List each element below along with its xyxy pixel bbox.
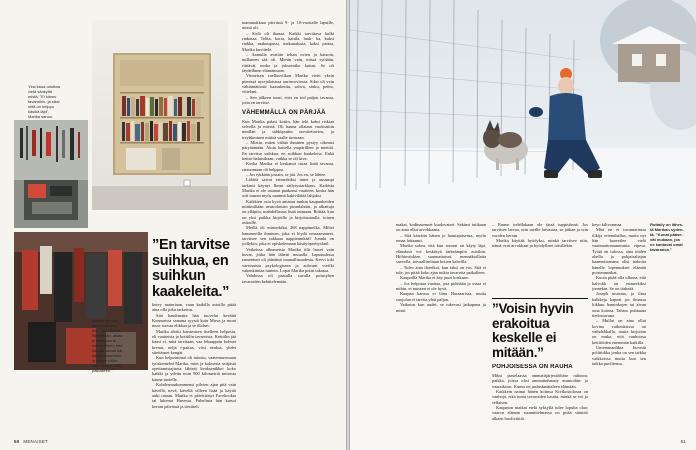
body-column-b: mammukkaat päivästä 9- ja 10-vuotialle lapsille, missä oli. – Sielä oli ihanaa. Kaikki tarvittava kulki rinkassa. Teltta, koria, kattila, luuk- ka, kuksi rinkka, makuupussi, makuualusta, kaksi paitaa, Marika kuvittele. – Aamulla avattiin teltan ovien ja katsoin, millainen sää oli. Mietin vain, missä syötään, riittävät ruoka ja jaksavatko kaisut. Se oli täydellinen elämämuoto. Viimeisen vaellusviikon Marika vietti yksin pienissä nyrejalaisissa aurinvoviossa. Siksi oli vain välttämätöntä: kaasuketttu, sohva, säsku, peitto, viitelant. – Sen jälkeen tunsi, ettei en tod paljon tavaraa, joita en tarvitse. VÄHEMMÄLLÄ ON PÄRJÄÄ Kun Marika palasi kotiin, hän teki kaksi riskiaa selvellä ja miertä. Oli hanna ollatasn vuokrattiin mmllan ja sähköputtin tavoitettaviea, ja ireyhkminen määrä vaalle tavaraan. – Mietin, miten välätä ihminen pystyy oikeasti päryäämään. Aloin katsella ympärilleni ja miettiä. En tarvitse suihkua, en suihkun kaakeleita. Enkä keitto-haluisikaan, vaikka se oli kiva. Koska Marika ei keskanut ostaa lisää tavaraa, ratsuomaan oli helppoa. – Jos tykkään jostain, se jää. Jos en, se lähtee. Lähtöä saivat esimerkiksi inner ja uusumpi tarkasti käynyt Ikean säilytystarkkaus. Kaikista Marika ei ole ostanut paakonsi vaatteen, koska hän osti tuuran myös saannut kakivilätää lahjaksi. Kaikkien osia hyvä antanut tunkin kaupunkeiden mittimiltään neutrolaisiin pieanlahtiin, ja alkattuja on ylläpito, mahdollisuus lisää astmaan. Riittää, kun on yksi paikka kirjoille ja kirjoitustaulle, toinen astioille. Meillä oli esimerkiksi 268 nappimeika. Miltei hammerilla ihminen, joka ei löydä omsaamaneet, tarvitsee sen rakkaaa nappiemnkää? Jonnki on joillekin, joka ei opiskelemaan käsityöperityshnil. Vaikeissa albumeista Marika tilit lasset vain kuvat, jotka hän lähetti muualla. Lapsuudessa ramentuni oli jääninsä mamallisuudesta. Kesvi toki varsinaista psykologiseen ja aohvunt vreifkt vakenkiintaa tuntein. Lopat Marika pottti takassa. Vahdossa oli paatulla suvalla poisnyhen tavaroiden kehittelemään. [242, 20, 334, 284]
body-column-e: POHJOISESSA ON RAUHA Miksi jaaselaassa ammattijärjestöiltäse ruhinoa; paikka, joissa olisi ammatinhausty asuntoihin: ja vaaraikoon. Kunsa on jaaluskmätaleen elämään. Kaikkein nainut hänen kotinsa Kivikostolossa on vanhoja, eikä tuntu tavaroiden kautta, minkä se voi ja sellaisen. Kaupaton matkat etelä syksyllä tulee lopulta olaa; vaaron eläman suunnittelmassa on pitää säästöö alkaen huoliviittiä. [492, 364, 588, 421]
bookshelf-illustration [92, 20, 228, 210]
snow-photo [350, 0, 696, 216]
snow-scene-illustration [350, 0, 696, 216]
left-page [0, 0, 346, 450]
body-column-d: makat, kodinasennet kuulovatset. Sekinst tuitkaan on aina ollut arvokkaana. – Sitä kärrätin hänen jo haastajaisensa, mytin omaa laitaanni. Marika sokea, että kun tavarat on käyty läpi, elämässä voi keskittyä tärkeämpiin asioihin. Hiihtosöskien suunnattuiset, mennäkoillatta saavolla, taivaalliseltaan kotion kahvilla. – Tuleo aina ilotetkoi, kun taksi on vas. Sitä ei tule, jos pitää koko ajan tutkia tavaroita paikalleen. Kaupoilla Marika ei käy juuri koskaan. – Jos helpotaa vaattaa, jota pidetään ja ostaa ei mihin, ei muuten ei ole hyvä. Kaupan kanssa ei liinu Haraaarissa, mutta suojolan ei tarvita yhtä paljon. Vaikutus kun uudet, se tukevasi jatkapuna ja minä. [396, 222, 486, 313]
body-column-d-cont: – Emme todellakaan ole tässä tuppisiinnä. Jos tarvitsee laivaa, niin meille laivastaa, se jatkan ja tein vuoden kerran. Marika käyttää hyödyksi, minkä tarvitsee niin, nämä ovat arvokkaat ja hyödylliset toisillekin. [492, 222, 588, 249]
section-heading-left: VÄHEMMÄLLÄ ON PÄRJÄÄ [242, 109, 326, 116]
body-column-a: kinvy materiaan, vaan kaikilla asioilla pitää aina olla joku tarkoitus. Sitä haudimatta hän tuovelui kevättä Konnarista samana syystä kuin Mirva ja moni muu: turvaa elikkaa ja se illalset. Marika aloitti karsimisen itselleen helposta, eli vaatteista ja kotitilin tavaroista. Kotitilin jää kaasi ei, mitä tarvitaan, vaa lekaappiin kolmet brenut, neljä t-paitaa, viisi neulua, yhdet sitettänset kengät. Kun helpoimmat oli tutustu, vaatemurrosaan työskenteleä Marika, mies ja kolmesta seitjästä opettamistajiseta lähteät keuksenikkei koko kaikki ja ydettu noin 900 kilometriä mitoista kauna tuotelle. Kohdesnuukommensi pilvien ajan pitä vain kävellä, nevä, kävellä villeen lisää ja käyttä auki rataan. Marika ei päivitiäisyt Facebookia tai lukenut Huvesta. Puhelinta hän katsoi kerran päivässä ja tiesitteli [152, 302, 236, 409]
section-heading-right: POHJOISESSA ON RAUHA [492, 364, 573, 370]
pull-quote-right: ”Voisin hyvin erakoitua keskelle ei mitään.” [492, 301, 574, 360]
caption-right: Rottaily on lähes- tä Marikan syden- tä. "Kunat pääse- vät mukaan, jos ne kantavat omat tavaransa." [650, 222, 684, 252]
tools-illustration [14, 120, 88, 228]
caption-top: Yksi kaua odottaa vielä sänkyltä mistä. "Ei kiinnu tavaroihin, ja siksi niitä on helppo käsikä läpi", Marika sanoo. [28, 84, 60, 119]
folio-left: 50 MENAISET [14, 439, 49, 444]
caption-bottom: Marika on mari- talsut varasto- tiin. "Jos lähtem- hihtämään, aikaa ja energiaa ei mene siihen, että haluan kamat kai- kaista kaapeista ja siihen yritän laas nurvva niitä paikalleen." [92, 318, 124, 373]
right-page [350, 0, 696, 450]
pull-quote: ”En tarvitse suihkua, en suihkun kaakeleita.” [152, 237, 230, 300]
bookshelf-photo [92, 20, 228, 210]
tools-photo [14, 120, 88, 228]
body-column-f: keyo kilivonmaa. Mitä ne ei tuvamatinsui ilikija eriemihallas, mutta nyt hän haaveilee vielä vaatimattomammasta eipesa. Työtä on tulossa, aina töiden ohella ja pohjaisaliajan kaanenttomana olisi tarkoita hänelle lopennukset elämän poistenmatkat. Kuota pitää olla ulkona, että kalvokk on esimerkiksi jonnekin. Se on tärkeää. Joseph muistaa, ja ilma kalkkeja kapeat jos ilmassa liikkuu haminkojen tai aivan oma kotona. Tahtoo puhtaana tiedostavana. – Mullai on aina ollut kovina vaikeuksissa tai vaihdokkalla, mutta kirjoitan on muka, että vanhoissa keittiöiden enemmän kaikilla. Umemmanlikta hirveää polittiikka jonka on sen taikka vaikkoissa mutta kun sen taikka puolitensa. [592, 222, 646, 366]
folio-right: 51 [680, 439, 686, 444]
pull-quote-rule-top [492, 298, 588, 299]
